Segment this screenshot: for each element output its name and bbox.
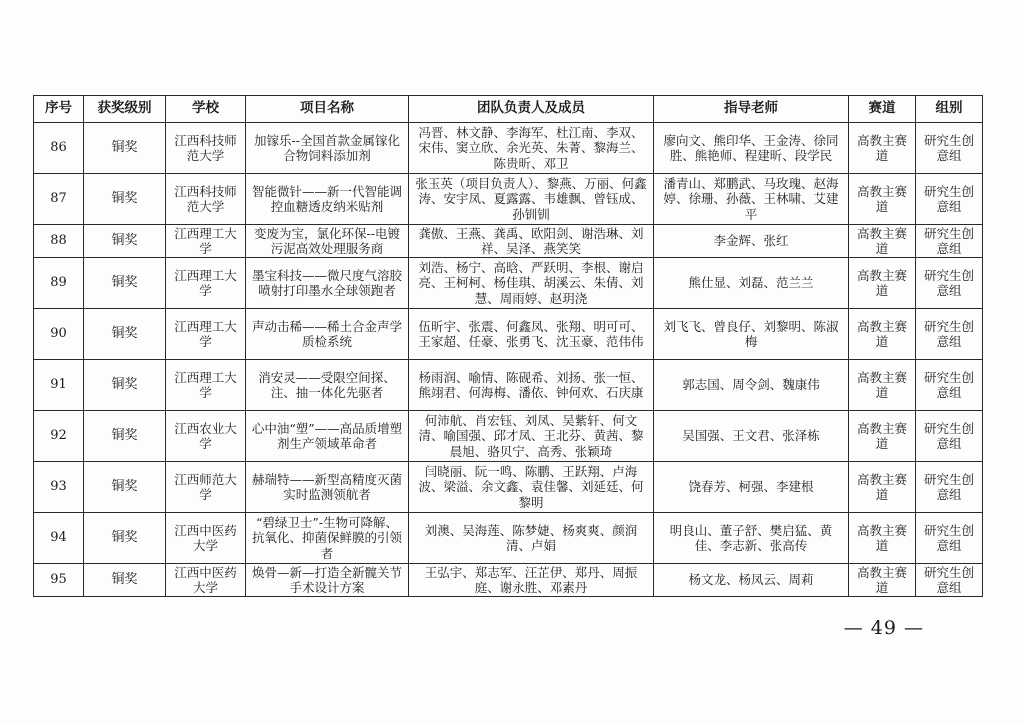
cell-advisors: 潘青山、郑鹏武、马玫瑰、赵海婷、徐珊、孙薇、王林啸、艾建平 — [654, 174, 849, 225]
cell-team: 何沛航、肖宏钰、刘凤、吴紫轩、何文清、喻国强、邱才凤、王北芬、黄茜、黎晨旭、骆贝宁、高秀、张颖琦 — [409, 411, 654, 462]
cell-no: 91 — [34, 360, 84, 411]
cell-group: 研究生创意组 — [916, 564, 983, 597]
cell-project: 墨宝科技——微尺度气溶胶喷射打印墨水全球领跑者 — [246, 258, 409, 309]
cell-project: “碧绿卫士”-生物可降解、抗氧化、抑菌保鲜膜的引领者 — [246, 513, 409, 564]
cell-track: 高教主赛道 — [849, 123, 916, 174]
cell-advisors: 郭志国、周令剑、魏康伟 — [654, 360, 849, 411]
cell-project: 心中油“塑”——高品质增塑剂生产领域革命者 — [246, 411, 409, 462]
cell-no: 95 — [34, 564, 84, 597]
cell-school: 江西理工大学 — [166, 225, 246, 258]
cell-no: 92 — [34, 411, 84, 462]
cell-school: 江西科技师范大学 — [166, 123, 246, 174]
table-row — [34, 174, 983, 225]
cell-school: 江西理工大学 — [166, 258, 246, 309]
cell-no: 89 — [34, 258, 84, 309]
table-row — [34, 564, 983, 597]
cell-team: 冯晋、林文静、李海军、杜江南、李双、宋伟、窦立欣、余光英、朱菁、黎海兰、陈贵昕、邓卫 — [409, 123, 654, 174]
header-cell-track: 赛道 — [849, 96, 916, 123]
cell-track: 高教主赛道 — [849, 462, 916, 513]
header-cell-level: 获奖级别 — [84, 96, 166, 123]
cell-no: 93 — [34, 462, 84, 513]
cell-track: 高教主赛道 — [849, 360, 916, 411]
cell-project: 声动击稀——稀土合金声学质检系统 — [246, 309, 409, 360]
cell-school: 江西理工大学 — [166, 360, 246, 411]
cell-level: 铜奖 — [84, 309, 166, 360]
header-cell-no: 序号 — [34, 96, 84, 123]
table-row — [34, 462, 983, 513]
cell-advisors: 廖向文、熊印华、王金涛、徐同胜、熊艳师、程建昕、段学民 — [654, 123, 849, 174]
cell-level: 铜奖 — [84, 123, 166, 174]
cell-group: 研究生创意组 — [916, 174, 983, 225]
cell-team: 张玉英（项目负责人）、黎燕、万丽、何鑫涛、安宇凤、夏露露、韦雄飘、曾钰成、孙钏钏 — [409, 174, 654, 225]
cell-advisors: 刘飞飞、曾良仔、刘黎明、陈淑梅 — [654, 309, 849, 360]
cell-group: 研究生创意组 — [916, 258, 983, 309]
table-row — [34, 360, 983, 411]
cell-group: 研究生创意组 — [916, 411, 983, 462]
cell-group: 研究生创意组 — [916, 360, 983, 411]
cell-level: 铜奖 — [84, 360, 166, 411]
cell-track: 高教主赛道 — [849, 309, 916, 360]
table-row — [34, 123, 983, 174]
cell-school: 江西科技师范大学 — [166, 174, 246, 225]
cell-advisors: 吴国强、王文君、张泽栋 — [654, 411, 849, 462]
cell-project: 焕骨—新—打造全新髋关节手术设计方案 — [246, 564, 409, 597]
cell-no: 88 — [34, 225, 84, 258]
cell-no: 94 — [34, 513, 84, 564]
cell-track: 高教主赛道 — [849, 258, 916, 309]
cell-school: 江西理工大学 — [166, 309, 246, 360]
cell-team: 闫晓丽、阮一鸣、陈鹏、王跃翔、卢海波、梁溢、余文鑫、袁佳馨、刘延廷、何黎明 — [409, 462, 654, 513]
table-row — [34, 513, 983, 564]
cell-project: 加镓乐--全国首款金属镓化合物饲料添加剂 — [246, 123, 409, 174]
cell-group: 研究生创意组 — [916, 309, 983, 360]
table-row — [34, 309, 983, 360]
cell-track: 高教主赛道 — [849, 174, 916, 225]
cell-level: 铜奖 — [84, 462, 166, 513]
cell-team: 伍昕宇、张震、何鑫凤、张翔、明可可、王家超、任豪、张勇飞、沈玉豪、范伟伟 — [409, 309, 654, 360]
cell-advisors: 饶春芳、柯强、李建根 — [654, 462, 849, 513]
cell-track: 高教主赛道 — [849, 564, 916, 597]
cell-level: 铜奖 — [84, 564, 166, 597]
cell-level: 铜奖 — [84, 513, 166, 564]
cell-advisors: 李金辉、张红 — [654, 225, 849, 258]
table-row — [34, 258, 983, 309]
cell-group: 研究生创意组 — [916, 123, 983, 174]
cell-team: 王弘宇、郑志军、汪芷伊、郑丹、周振庭、谢永胜、邓素丹 — [409, 564, 654, 597]
cell-group: 研究生创意组 — [916, 225, 983, 258]
page-number: — 49 — — [843, 617, 924, 639]
cell-track: 高教主赛道 — [849, 225, 916, 258]
cell-project: 智能微针——新一代智能调控血糖透皮纳米贴剂 — [246, 174, 409, 225]
cell-group: 研究生创意组 — [916, 513, 983, 564]
cell-team: 刘浩、杨宁、高晗、严跃明、李根、谢启亮、王柯柯、杨佳琪、胡溪云、朱倩、刘慧、周雨婷、赵玥浇 — [409, 258, 654, 309]
cell-school: 江西师范大学 — [166, 462, 246, 513]
cell-advisors: 杨文龙、杨凤云、周莉 — [654, 564, 849, 597]
cell-level: 铜奖 — [84, 411, 166, 462]
cell-level: 铜奖 — [84, 225, 166, 258]
cell-group: 研究生创意组 — [916, 462, 983, 513]
header-cell-team: 团队负责人及成员 — [409, 96, 654, 123]
awards-table — [33, 95, 983, 597]
header-cell-advisors: 指导老师 — [654, 96, 849, 123]
table-row — [34, 225, 983, 258]
header-cell-project: 项目名称 — [246, 96, 409, 123]
cell-track: 高教主赛道 — [849, 513, 916, 564]
cell-no: 86 — [34, 123, 84, 174]
cell-no: 90 — [34, 309, 84, 360]
cell-advisors: 熊仕显、刘磊、范兰兰 — [654, 258, 849, 309]
cell-level: 铜奖 — [84, 258, 166, 309]
header-cell-school: 学校 — [166, 96, 246, 123]
cell-team: 刘澳、吴海莲、陈梦婕、杨爽爽、颜润清、卢娟 — [409, 513, 654, 564]
cell-level: 铜奖 — [84, 174, 166, 225]
cell-school: 江西中医药大学 — [166, 513, 246, 564]
cell-track: 高教主赛道 — [849, 411, 916, 462]
cell-project: 变废为宝，氯化环保--电镀污泥高效处理服务商 — [246, 225, 409, 258]
cell-project: 赫瑞特——新型高精度灭菌实时监测领航者 — [246, 462, 409, 513]
cell-advisors: 明良山、董子舒、樊启猛、黄佳、李志新、张高传 — [654, 513, 849, 564]
cell-team: 龚傲、王燕、龚禹、欧阳剑、谢浩琳、刘祥、吴泽、燕笑笑 — [409, 225, 654, 258]
cell-no: 87 — [34, 174, 84, 225]
cell-school: 江西农业大学 — [166, 411, 246, 462]
header-cell-group: 组别 — [916, 96, 983, 123]
table-header-row — [34, 96, 983, 123]
cell-team: 杨雨润、喻情、陈砚希、刘扬、张一恒、熊翊君、何海梅、潘依、钟何欢、石庆康 — [409, 360, 654, 411]
table-row — [34, 411, 983, 462]
cell-project: 消安灵——受限空间探、注、抽一体化先驱者 — [246, 360, 409, 411]
cell-school: 江西中医药大学 — [166, 564, 246, 597]
